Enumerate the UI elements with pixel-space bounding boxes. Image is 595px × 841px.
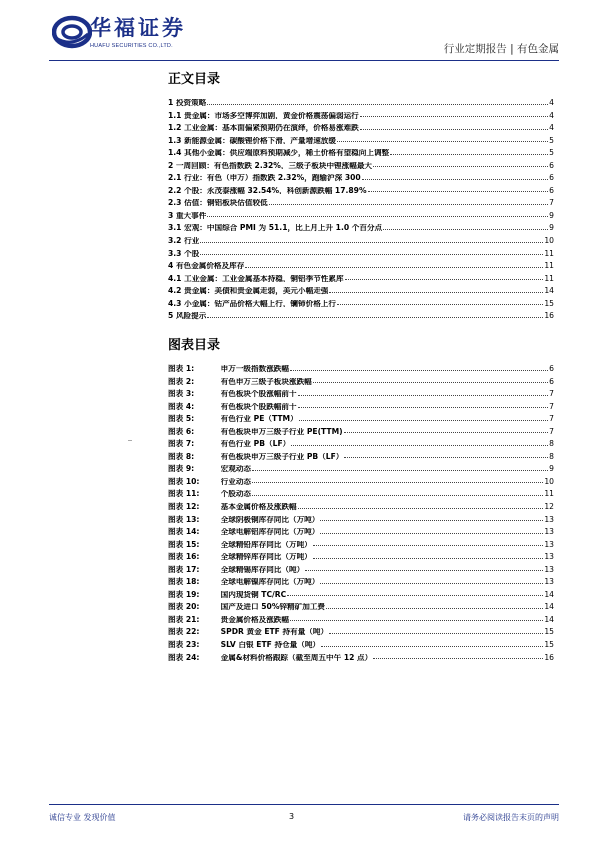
figure-entry[interactable] <box>168 649 554 662</box>
dot-leader <box>291 445 548 446</box>
toc-entry-title: 风险提示 <box>175 312 207 320</box>
logo-chinese-name: 华福证券 <box>90 16 186 40</box>
dot-leader <box>360 116 548 117</box>
toc-entry-number: 5 <box>168 311 174 321</box>
figure-entry-title: 行业动态 <box>220 477 252 486</box>
figure-entry-number: 图表 20: <box>168 602 200 612</box>
figure-entry-title: 全球阴极铜库存同比（万吨） <box>220 515 320 524</box>
dot-leader <box>245 267 543 268</box>
toc-entry[interactable] <box>168 94 554 107</box>
toc-entry[interactable] <box>168 282 554 295</box>
toc-entry-title: 估值：铜铝板块估值较低 <box>184 199 268 207</box>
figure-entry-page: 13 <box>544 514 554 524</box>
page-number: 3 <box>289 812 295 821</box>
dot-leader <box>252 482 543 483</box>
figure-entry-page: 9 <box>549 464 554 474</box>
figure-entry-page: 13 <box>544 527 554 537</box>
figure-entry[interactable] <box>168 523 554 536</box>
toc-entry-title: 工业金属：工业金属基本持稳，铜铝季节性累库 <box>184 274 344 283</box>
figure-entry-page: 10 <box>544 476 554 486</box>
toc-entry-title: 其他小金属：供应端原料预期减少，稀土价格有望稳向上调整 <box>184 149 390 157</box>
toc-entry-title: 行业：有色（申万）指数跌 2.32%，跑输沪深 300 <box>184 174 361 182</box>
toc-entry-title: 宏观：中国综合 PMI 为 51.1，比上月上升 1.0 个百分点 <box>184 224 383 233</box>
toc-entry-number: 2.3 <box>168 198 182 208</box>
figure-entry-page: 8 <box>549 451 554 461</box>
figure-entry-title: 有色申万三级子板块涨跌幅 <box>220 377 312 386</box>
toc-entry-title: 一周回顾：有色指数跌 2.32%，三级子板块中锂涨幅最大 <box>175 161 373 170</box>
figure-entry-title: 宏观动态 <box>220 465 252 473</box>
figure-entry-page: 12 <box>544 501 554 511</box>
toc-entry-number: 4.1 <box>168 273 182 283</box>
toc-entry-number: 3.1 <box>168 223 182 233</box>
figure-entry-number: 图表 7: <box>168 439 195 449</box>
figure-entry-title: 金属&材料价格跟踪（截至周五中午 12 点） <box>220 653 373 662</box>
figure-entry-title: 基本金属价格及涨跌幅 <box>220 502 297 511</box>
figure-entry-title: SPDR 黄金 ETF 持有量（吨） <box>220 628 329 637</box>
toc-entry-number: 2 <box>168 160 174 170</box>
footer-slogan: 诚信专业 发现价值 <box>49 813 116 822</box>
dot-leader <box>320 533 543 534</box>
toc-entry-title: 小金属：钴产品价格大幅上行，镧铈价格上行 <box>184 299 336 308</box>
figure-entry-number: 图表 19: <box>168 589 200 599</box>
figure-entry-number: 图表 12: <box>168 501 200 511</box>
dot-leader <box>298 395 549 396</box>
dot-leader <box>207 317 543 318</box>
figure-entry-number: 图表 10: <box>168 476 200 486</box>
figure-entry-number: 图表 16: <box>168 552 200 562</box>
figure-entry[interactable] <box>168 636 554 649</box>
toc-entry-number: 3 <box>168 210 174 220</box>
dot-leader <box>390 154 548 155</box>
toc-entry-title: 个股 <box>184 249 200 258</box>
toc-entry[interactable] <box>168 132 554 145</box>
figure-entry-number: 图表 24: <box>168 652 200 662</box>
figure-entry-title: 有色板块个股涨幅前十 <box>220 390 297 398</box>
dot-leader <box>207 216 548 217</box>
toc-entry[interactable] <box>168 257 554 270</box>
toc-heading: 正文目录 <box>168 72 221 87</box>
figure-entry[interactable] <box>168 573 554 586</box>
dot-leader <box>313 545 544 546</box>
dot-leader <box>321 646 543 647</box>
figure-entry[interactable] <box>168 561 554 574</box>
figure-entry[interactable] <box>168 473 554 486</box>
toc-entry-number: 4.2 <box>168 286 182 296</box>
toc-entry[interactable] <box>168 182 554 195</box>
toc-entry-title: 重大事件 <box>175 211 207 220</box>
toc-entry[interactable] <box>168 194 554 207</box>
figure-entry[interactable] <box>168 460 554 473</box>
figure-entry-title: 全球精铅库存同比（万吨） <box>220 540 312 549</box>
toc-entry[interactable] <box>168 307 554 320</box>
toc-entry-page: 6 <box>549 185 554 195</box>
figure-entry-page: 7 <box>549 426 554 436</box>
dot-leader <box>337 304 543 305</box>
figure-entry-title: 国产及进口 50%锌精矿加工费 <box>220 603 326 611</box>
dot-leader <box>252 495 543 496</box>
figure-entry[interactable] <box>168 611 554 624</box>
toc-entry-title: 个股：永茂泰涨幅 32.54%，科创新源跌幅 17.89% <box>184 186 367 195</box>
toc-entry[interactable] <box>168 157 554 170</box>
figure-entry[interactable] <box>168 548 554 561</box>
toc-entry-page: 6 <box>549 173 554 183</box>
figure-entry[interactable] <box>168 498 554 511</box>
dot-leader <box>305 570 543 571</box>
figure-entry-page: 15 <box>544 639 554 649</box>
toc-entry[interactable] <box>168 232 554 245</box>
figure-entry[interactable] <box>168 623 554 636</box>
figure-entry-title: 国内现货铜 TC/RC <box>220 590 287 599</box>
figure-entry-page: 13 <box>544 577 554 587</box>
toc-entry-page: 11 <box>544 273 554 283</box>
dot-leader <box>344 432 549 433</box>
dot-leader <box>320 583 543 584</box>
toc-entry-title: 贵金属：市场多空博弈加剧，黄金价格震荡偏弱运行 <box>184 111 359 120</box>
dot-leader <box>329 633 543 634</box>
figure-entry-number: 图表 5: <box>168 414 195 424</box>
dot-leader <box>313 382 548 383</box>
header-separator: | <box>510 43 514 55</box>
figure-entry[interactable] <box>168 373 554 386</box>
figure-entry[interactable] <box>168 423 554 436</box>
figure-entry-title: 全球电解铝库存同比（万吨） <box>220 528 320 536</box>
figure-entry-number: 图表 6: <box>168 426 195 436</box>
toc-entry-number: 2.1 <box>168 173 182 183</box>
figure-entry-number: 图表 23: <box>168 639 200 649</box>
figure-entry[interactable] <box>168 385 554 398</box>
dot-leader <box>298 508 544 509</box>
report-type: 行业定期报告 <box>443 43 507 55</box>
header-divider <box>49 60 559 61</box>
dot-leader <box>290 620 543 621</box>
dot-leader <box>360 129 548 130</box>
footer-divider <box>49 804 559 805</box>
toc-entry[interactable] <box>168 270 554 283</box>
figure-entry-page: 8 <box>549 439 554 449</box>
figure-entry-title: 申万一级指数涨跌幅 <box>220 364 289 373</box>
toc-entry-page: 11 <box>544 248 554 258</box>
toc-entry-title: 投资策略 <box>175 98 207 107</box>
figure-entry-page: 11 <box>544 489 554 499</box>
figure-entry-number: 图表 1: <box>168 363 195 373</box>
figure-entry-page: 7 <box>549 389 554 399</box>
figure-entry-page: 6 <box>549 363 554 373</box>
dot-leader <box>320 520 543 521</box>
dot-leader <box>298 407 549 408</box>
header-report-info <box>444 41 559 56</box>
toc-entry-number: 1 <box>168 97 174 107</box>
toc-entry-page: 9 <box>549 223 554 233</box>
figure-entry-number: 图表 14: <box>168 527 200 537</box>
toc-entry-title: 行业 <box>184 236 200 245</box>
toc-entry-number: 3.2 <box>168 235 182 245</box>
figure-entry-page: 7 <box>549 414 554 424</box>
margin-mark <box>128 440 132 441</box>
dot-leader <box>290 370 548 371</box>
figures-list <box>168 360 554 661</box>
toc-entry-number: 1.2 <box>168 123 182 133</box>
toc-entry[interactable] <box>168 107 554 120</box>
figure-entry-page: 13 <box>544 564 554 574</box>
toc-entry[interactable] <box>168 119 554 132</box>
toc-entry[interactable] <box>168 207 554 220</box>
figure-entry[interactable] <box>168 536 554 549</box>
dot-leader <box>373 166 548 167</box>
figure-entry-number: 图表 17: <box>168 564 200 574</box>
dot-leader <box>344 457 548 458</box>
dot-leader <box>313 558 544 559</box>
figure-entry-title: 有色行业 PB（LF） <box>220 440 291 448</box>
huafu-logo-icon <box>52 12 92 52</box>
toc-entry[interactable] <box>168 219 554 232</box>
dot-leader <box>299 420 548 421</box>
toc-entry-number: 1.1 <box>168 110 182 120</box>
figure-entry-title: 有色板块申万三级子行业 PE(TTM) <box>220 427 343 436</box>
toc-entry-page: 6 <box>549 160 554 170</box>
figure-entry-page: 14 <box>544 614 554 624</box>
toc-entry-number: 1.3 <box>168 135 182 145</box>
dot-leader <box>200 254 543 255</box>
figure-entry-page: 14 <box>544 602 554 612</box>
dot-leader <box>383 229 548 230</box>
figure-entry-title: 有色板块个股跌幅前十 <box>220 402 297 411</box>
dot-leader <box>368 191 549 192</box>
toc-entry-number: 4.3 <box>168 298 182 308</box>
figure-entry-number: 图表 15: <box>168 539 200 549</box>
figure-entry-title: 贵金属价格及涨跌幅 <box>220 615 289 624</box>
logo-english-name: HUAFU SECURITIES CO.,LTD. <box>90 43 173 49</box>
figure-entry-title: 有色行业 PE（TTM） <box>220 415 298 423</box>
toc-entry-title: 新能源金属：碳酸锂价格下滑，产量增速放缓 <box>184 136 336 145</box>
figure-entry-number: 图表 18: <box>168 577 200 587</box>
dot-leader <box>269 204 549 205</box>
toc-entry-page: 4 <box>549 123 554 133</box>
dot-leader <box>337 141 548 142</box>
toc-entry[interactable] <box>168 144 554 157</box>
figure-entry[interactable] <box>168 448 554 461</box>
figure-entry-page: 16 <box>544 652 554 662</box>
toc-entry-page: 11 <box>544 261 554 271</box>
figure-entry-number: 图表 13: <box>168 514 200 524</box>
figure-entry-number: 图表 22: <box>168 627 200 637</box>
toc-entry-page: 5 <box>549 135 554 145</box>
figure-entry[interactable] <box>168 398 554 411</box>
toc-entry-title: 贵金属：美债和贵金属走弱，美元小幅走强 <box>184 287 329 295</box>
figure-entry[interactable] <box>168 586 554 599</box>
figure-entry-page: 13 <box>544 552 554 562</box>
toc-entry-number: 3.3 <box>168 248 182 258</box>
figure-entry[interactable] <box>168 360 554 373</box>
figure-entry-page: 6 <box>549 376 554 386</box>
toc-entry-page: 5 <box>549 148 554 158</box>
figure-entry-page: 14 <box>544 589 554 599</box>
figure-entry-number: 图表 4: <box>168 401 195 411</box>
dot-leader <box>207 104 548 105</box>
dot-leader <box>373 658 543 659</box>
figure-entry-number: 图表 21: <box>168 614 200 624</box>
footer-disclaimer: 请务必阅读报告末页的声明 <box>463 813 559 822</box>
figure-entry-page: 7 <box>549 401 554 411</box>
toc-entry[interactable] <box>168 169 554 182</box>
figures-heading: 图表目录 <box>168 338 221 353</box>
page-header <box>0 0 595 70</box>
toc-entry-page: 9 <box>549 210 554 220</box>
figure-entry-title: 个股动态 <box>220 490 252 499</box>
figure-entry[interactable] <box>168 511 554 524</box>
toc-entry-page: 4 <box>549 110 554 120</box>
toc-entry-page: 16 <box>544 311 554 321</box>
toc-entry-title: 有色金属价格及库存 <box>175 262 245 270</box>
toc-entry-page: 4 <box>549 97 554 107</box>
figure-entry-number: 图表 11: <box>168 489 200 499</box>
toc-entry-number: 1.4 <box>168 148 182 158</box>
figure-entry-number: 图表 8: <box>168 451 195 461</box>
figure-entry-title: SLV 白银 ETF 持仓量（吨） <box>220 640 321 649</box>
toc-entry[interactable] <box>168 295 554 308</box>
toc-entry-page: 15 <box>544 298 554 308</box>
figure-entry-title: 全球精锡库存同比（吨） <box>220 565 305 574</box>
dot-leader <box>345 279 544 280</box>
toc-entry-number: 2.2 <box>168 185 182 195</box>
figure-entry-title: 全球精锌库存同比（万吨） <box>220 553 312 561</box>
dot-leader <box>252 470 548 471</box>
figure-entry-page: 15 <box>544 627 554 637</box>
report-sector: 有色金属 <box>517 43 559 55</box>
figure-entry-number: 图表 9: <box>168 464 195 474</box>
toc-entry-page: 14 <box>544 286 554 296</box>
figure-entry[interactable] <box>168 598 554 611</box>
figure-entry-number: 图表 3: <box>168 389 195 399</box>
dot-leader <box>362 179 548 180</box>
figure-entry-number: 图表 2: <box>168 376 195 386</box>
toc-entry-page: 10 <box>544 235 554 245</box>
dot-leader <box>287 595 543 596</box>
toc-entry-number: 4 <box>168 261 174 271</box>
dot-leader <box>326 608 543 609</box>
toc-entry-page: 7 <box>549 198 554 208</box>
dot-leader <box>200 242 543 243</box>
figure-entry-title: 有色板块申万三级子行业 PB（LF） <box>220 452 344 461</box>
figure-entry[interactable] <box>168 410 554 423</box>
toc-entry[interactable] <box>168 245 554 258</box>
figure-entry-title: 全球电解镍库存同比（万吨） <box>220 578 320 586</box>
dot-leader <box>329 292 543 293</box>
figure-entry-page: 13 <box>544 539 554 549</box>
figure-entry[interactable] <box>168 435 554 448</box>
figure-entry[interactable] <box>168 485 554 498</box>
toc-list <box>168 94 554 320</box>
toc-entry-title: 工业金属：基本面偏紧预期仍在演绎，价格易涨难跌 <box>184 124 359 132</box>
